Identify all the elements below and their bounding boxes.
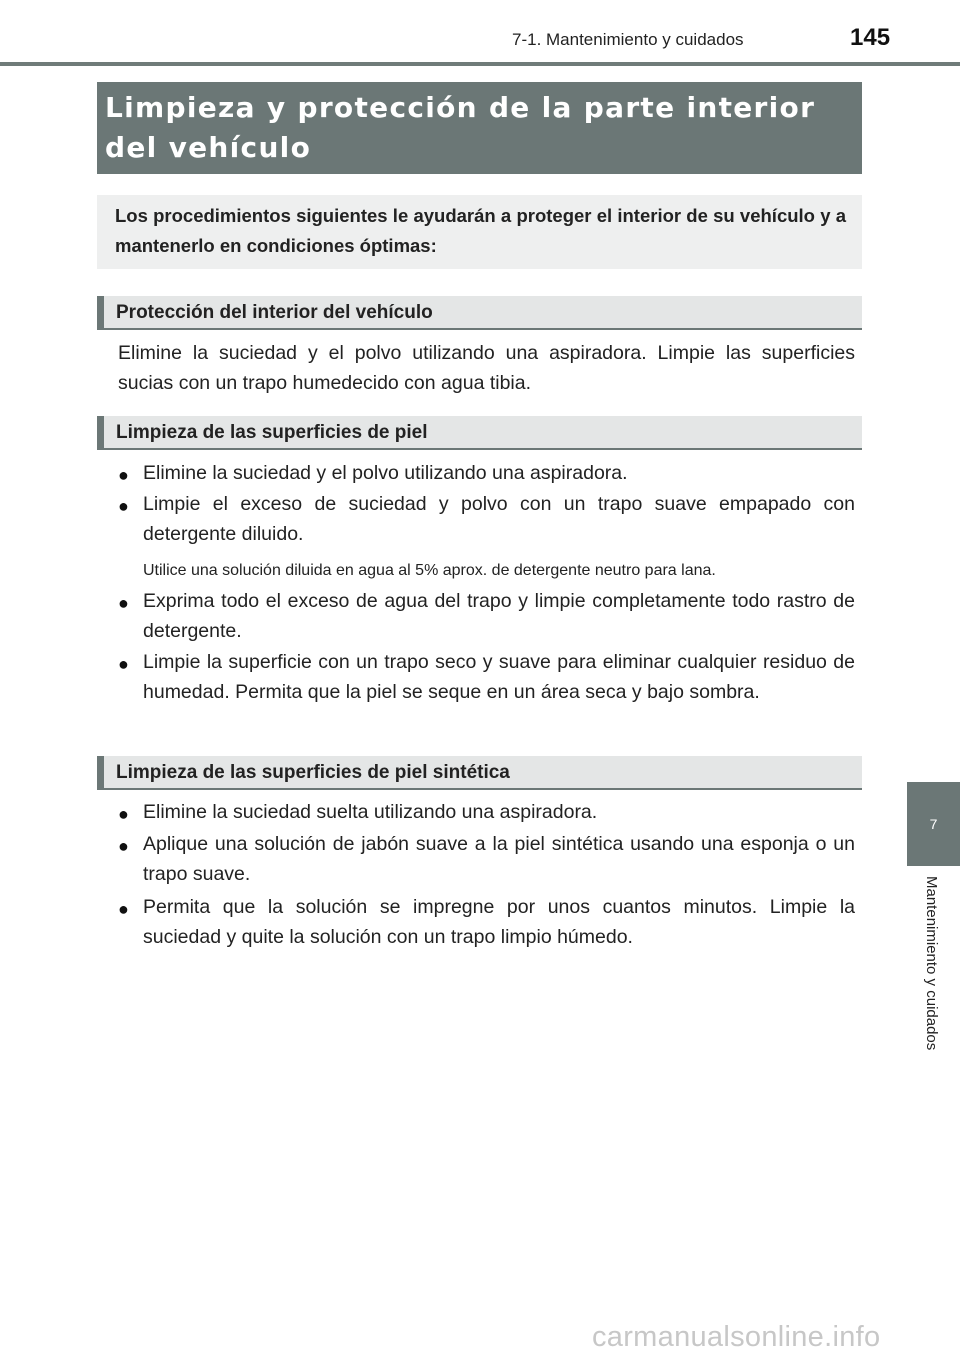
list-item-text: Exprima todo el exceso de agua del trapo y limpie completamente todo rastro de detergente. <box>143 590 855 642</box>
note-text: Utilice una solución diluida en agua al 5% aprox. de detergente neutro para lana. <box>143 562 716 579</box>
list-item-text: Elimine la suciedad y el polvo utilizando una aspiradora. <box>143 462 628 484</box>
watermark: carmanualsonline.info <box>592 1321 881 1353</box>
intro-box: Los procedimientos siguientes le ayudarán a proteger el interior de su vehículo y a mantenerlo en condiciones óptimas: <box>97 195 862 269</box>
section-heading-interior-protection: Protección del interior del vehículo <box>97 296 862 330</box>
section-paragraph: Elimine la suciedad y el polvo utilizando una aspiradora. Limpie las superficies sucias con un trapo humedecido con agua tibia. <box>118 342 855 394</box>
bullet-icon: ● <box>118 836 129 856</box>
list-item <box>118 586 855 646</box>
bullet-icon: ● <box>118 899 129 919</box>
list-item <box>118 647 855 707</box>
section-heading-synthetic-leather: Limpieza de las superficies de piel sintética <box>97 756 862 790</box>
running-header: 7-1. Mantenimiento y cuidados <box>512 30 744 49</box>
header-rule <box>0 62 960 66</box>
bullet-icon: ● <box>118 496 129 516</box>
list-item-text: Limpie la superficie con un trapo seco y suave para eliminar cualquier residuo de humedad. Permita que la piel se seque en un área seca y bajo sombra. <box>143 651 855 703</box>
list-item-text: Permita que la solución se impregne por unos cuantos minutos. Limpie la suciedad y quite la solución con un trapo limpio húmedo. <box>143 896 855 948</box>
bullet-icon: ● <box>118 654 129 674</box>
list-item-text: Limpie el exceso de suciedad y polvo con un trapo suave empapado con detergente diluido. <box>143 493 855 545</box>
page-number: 145 <box>850 24 891 51</box>
list-item-text: Elimine la suciedad suelta utilizando una aspiradora. <box>143 801 598 823</box>
chapter-number: 7 <box>929 816 938 832</box>
list-item-text: Aplique una solución de jabón suave a la piel sintética usando una esponja o un trapo suave. <box>143 833 855 885</box>
chapter-label: Mantenimiento y cuidados <box>923 876 940 1051</box>
chapter-tab <box>907 782 960 866</box>
bullet-icon: ● <box>118 465 129 485</box>
list-item <box>118 892 855 952</box>
list-item <box>118 458 855 488</box>
bullet-icon: ● <box>118 804 129 824</box>
list-item <box>118 797 855 827</box>
list-item <box>118 829 855 889</box>
bullet-icon: ● <box>118 593 129 613</box>
list-item <box>118 489 855 549</box>
page-title: Limpieza y protección de la parte interior del vehículo <box>97 82 862 174</box>
section-heading-leather: Limpieza de las superficies de piel <box>97 416 862 450</box>
